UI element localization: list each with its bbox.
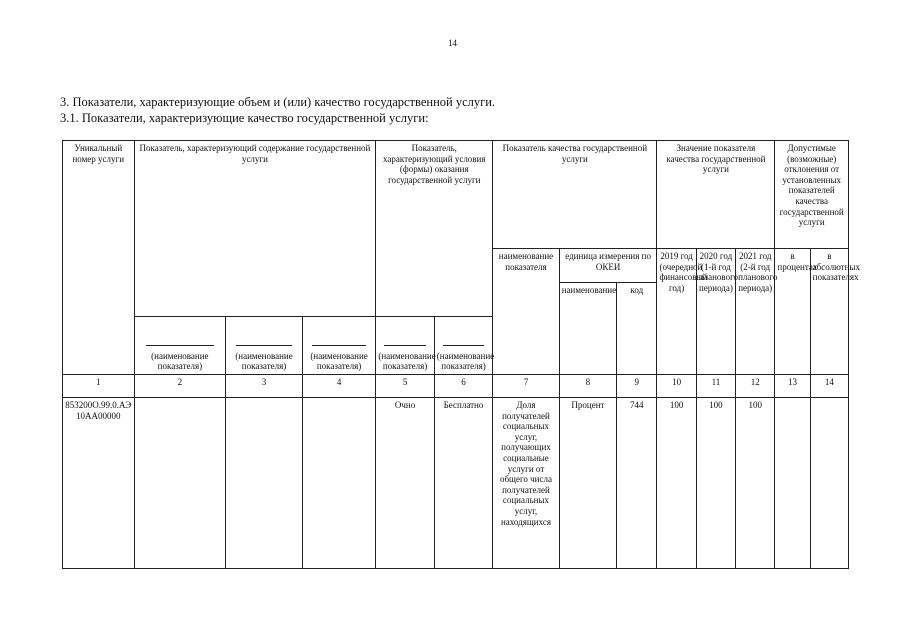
col-number: 10 [657, 375, 696, 398]
col-number: 4 [302, 375, 376, 398]
subheader-col3: (наименование показателя) [226, 317, 303, 375]
col-number: 2 [134, 375, 226, 398]
col-number: 6 [434, 375, 492, 398]
section-heading: 3. Показатели, характеризующие объем и (или) качество государственной услуги. [60, 95, 496, 109]
quality-indicators-table [62, 140, 860, 569]
unit-code-cell: 744 [617, 398, 657, 569]
header-indicator-value: Значение показателя качества государственной услуги [657, 141, 775, 249]
col-number: 3 [226, 375, 303, 398]
column-number-row [63, 375, 849, 398]
header-unit-name: наименование [559, 283, 616, 375]
unit-name-cell: Процент [559, 398, 616, 569]
header-year-2020: 2020 год (1-й год планового периода) [696, 249, 735, 375]
form-cell: Очно [376, 398, 434, 569]
col-number: 8 [559, 375, 616, 398]
indicator-name-cell: Доля получателей социальных услуг, получающих социальные услуги от общего числа получателей социальных услуг, находящихся [493, 398, 560, 569]
col-number: 5 [376, 375, 434, 398]
header-absolute: в абсолютных показателях [810, 249, 848, 375]
page-number: 14 [448, 38, 457, 48]
header-unique-number: Уникальный номер услуги [63, 141, 135, 375]
header-conditions-indicator: Показатель, характеризующий условия (формы) оказания государственной услуги [376, 141, 493, 317]
deviation-absolute-cell [810, 398, 848, 569]
header-quality-indicator: Показатель качества государственной услуги [493, 141, 657, 249]
header-year-2019: 2019 год (очередной финансовый год) [657, 249, 696, 375]
value-2021-cell: 100 [736, 398, 775, 569]
header-content-indicator: Показатель, характеризующий содержание государственной услуги [134, 141, 376, 317]
payment-cell: Бесплатно [434, 398, 492, 569]
col-number: 12 [736, 375, 775, 398]
subheader-col5: (наименование показателя) [376, 317, 434, 375]
cell-col3 [226, 398, 303, 569]
col-number: 7 [493, 375, 560, 398]
value-2019-cell: 100 [657, 398, 696, 569]
header-allowed-deviation: Допустимые (возможные) отклонения от установленных показателей качества государственной услуги [775, 141, 849, 249]
header-unit-okei: единица измерения по ОКЕИ [559, 249, 657, 283]
unique-number-cell: 853200О.99.0.АЭ10АА00000 [63, 398, 135, 569]
col-number: 11 [696, 375, 735, 398]
col-number: 9 [617, 375, 657, 398]
cell-col2 [134, 398, 226, 569]
col-number: 13 [775, 375, 810, 398]
header-unit-code: код [617, 283, 657, 375]
subheader-col4: (наименование показателя) [302, 317, 376, 375]
subheader-col2: (наименование показателя) [134, 317, 226, 375]
header-year-2021: 2021 год (2-й год планового периода) [736, 249, 775, 375]
col-number: 1 [63, 375, 135, 398]
cell-col4 [302, 398, 376, 569]
table-row [63, 398, 849, 569]
header-percent: в процентах [775, 249, 810, 375]
subsection-heading: 3.1. Показатели, характеризующие качество государственной услуги: [60, 111, 429, 125]
header-indicator-name: наименование показателя [493, 249, 560, 375]
value-2020-cell: 100 [696, 398, 735, 569]
deviation-percent-cell [775, 398, 810, 569]
subheader-col6: (наименование показателя) [434, 317, 492, 375]
col-number: 14 [810, 375, 848, 398]
